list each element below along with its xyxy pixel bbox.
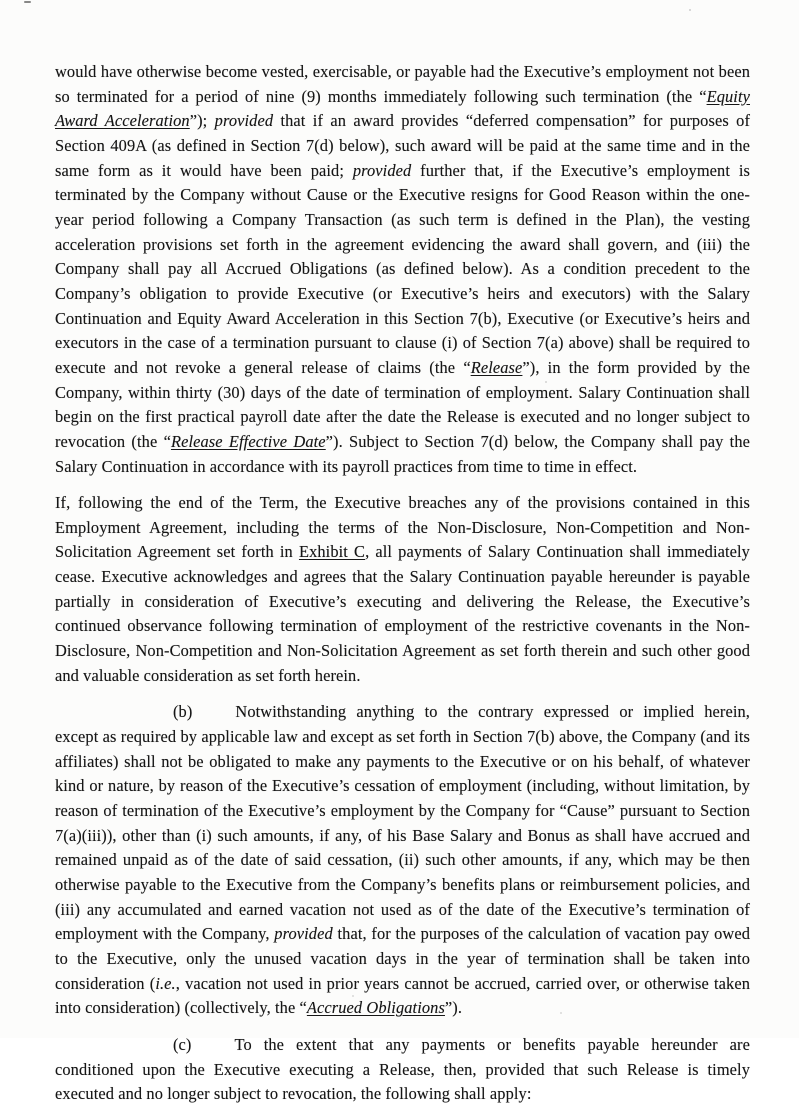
text-run: Release Effective Date — [170, 431, 326, 451]
text-run: that if an award provides “deferred compensation” for purposes of Section 409A (as defined in Section 7(d) below), such award will be paid at the same time and in the same form as it would have been paid; — [55, 111, 750, 180]
text-run: If, following the end of the Term, the Executive breaches any of the provisions contained in this Employment Agreement, including the terms of the Non-Disclosure, Non-Competition and Non-Solicitation Agreement set forth in — [55, 493, 750, 562]
scan-artifact — [24, 1, 31, 3]
paragraph-7c — [55, 1033, 750, 1107]
text-run: (b) — [173, 702, 193, 722]
text-run: Release — [470, 357, 523, 377]
text-run: that, for the purposes of the calculation of vacation pay owed to the Executive, only the unused vacation days in the year of termination shall be taken into consideration ( — [55, 924, 750, 993]
text-run: ”). Subject to Section 7(d) below, the Company shall pay the Salary Continuation in accordance with its payroll practices from time to time in effect. — [55, 431, 750, 476]
text-run: ”), in the form provided by the Company, within thirty (30) days of the date of termination of employment. Salary Continuation shall begin on the first practical payroll date after the date the Release is executed and no longer subject to revocation (the “ — [55, 357, 750, 451]
text-run: Notwithstanding anything to the contrary expressed or implied herein, except as required by applicable law and except as set forth in Section 7(b) above, the Company (and its affiliates) shall not be obligated to make any payments to the Executive or on his behalf, of whatever kind or nature, by reason of the Executive’s cessation of employment (including, without limitation, by reason of termination of the Executive’s employment by the Company for “Cause” pursuant to Section 7(a)(iii)), other than (i) such amounts, if any, of his Base Salary and Bonus as shall have accrued and remained unpaid as of the date of said cessation, (ii) such other amounts, if any, which may be then otherwise payable to the Executive from the Company’s benefits plans or reimbursement policies, and (iii) any accumulated and earned vacation not used as of the date of the Executive’s termination of employment with the Company, — [55, 702, 750, 944]
text-run: would have otherwise become vested, exercisable, or payable had the Executive’s employment not been so terminated for a period of nine (9) months immediately following such termination (the “ — [55, 62, 750, 106]
text-run: To the extent that any payments or benefits payable hereunder are conditioned upon the Executive executing a Release, then, provided that such Release is timely executed and no longer subject to revocation, the following shall apply: — [55, 1034, 750, 1104]
text-run: (c) — [173, 1034, 192, 1054]
text-run: provided — [214, 111, 274, 131]
text-run: provided — [274, 924, 333, 944]
text-run: , all payments of Salary Continuation shall immediately cease. Executive acknowledges and agrees that the Salary Continuation payable hereunder is payable partially in consideration of Executive’s executing and delivering the Release, the Executive’s continued observance following termination of employment of the restrictive covenants in the Non-Disclosure, Non-Competition and Non-Solicitation Agreement as set forth therein and such other good and valuable consideration as set forth herein. — [55, 542, 750, 685]
scan-artifact — [689, 9, 691, 11]
text-run: ”); — [189, 111, 215, 131]
paragraph-7b — [55, 700, 750, 1021]
text-run: provided — [352, 160, 412, 180]
text-run: i.e. — [155, 973, 176, 993]
document-body — [55, 60, 750, 1107]
text-run: Equity Award Acceleration — [55, 86, 750, 131]
text-run: further that, if the Executive’s employment is terminated by the Company without Cause or the Executive resigns for Good Reason within the one-year period following a Company Transaction (as such term is defined in the Plan), the vesting acceleration provisions set forth in the agreement evidencing the award shall govern, and (iii) the Company shall pay all Accrued Obligations (as defined below). As a condition precedent to the Company’s obligation to provide Executive (or Executive’s heirs and executors) with the Salary Continuation and Equity Award Acceleration in this Section 7(b), Executive (or Executive’s heirs and executors in the case of a termination pursuant to clause (i) of Section 7(a) above) shall be required to execute and not revoke a general release of claims (the “ — [55, 160, 750, 377]
text-run: ”). — [444, 998, 463, 1018]
paragraph-breach-clause — [55, 491, 750, 688]
text-run: Exhibit C — [298, 542, 366, 562]
paragraph-7b-continuation — [55, 60, 750, 479]
text-run: , vacation not used in prior years cannot be accrued, carried over, or otherwise taken into consideration) (collectively, the “ — [55, 973, 750, 1018]
text-run: Accrued Obligations — [306, 998, 445, 1018]
